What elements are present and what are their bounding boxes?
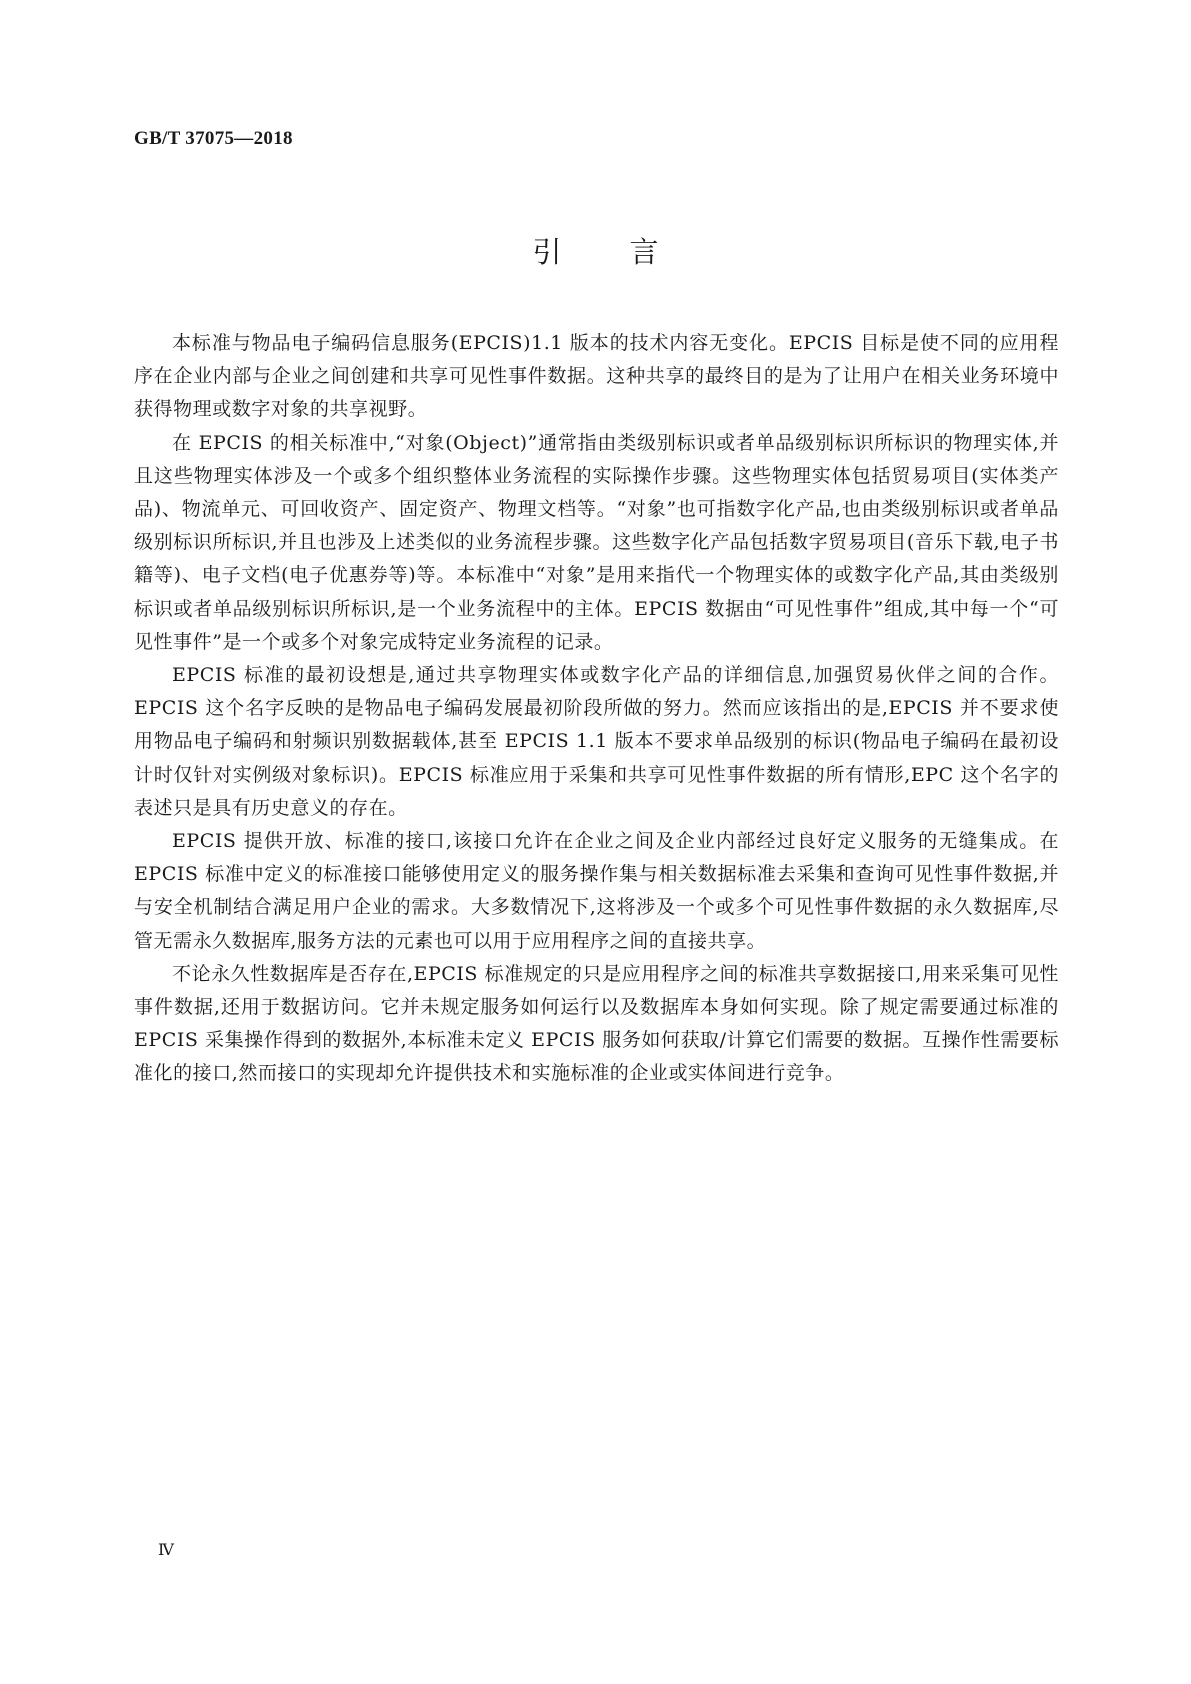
paragraph: 在 EPCIS 的相关标准中,“对象(Object)”通常指由类级别标识或者单品级别标识所标识的物理实体,并且这些物理实体涉及一个或多个组织整体业务流程的实际操作步骤。这些物理实体包括贸易项目(实体类产品)、物流单元、可回收资产、固定资产、物理文档等。“对象”也可指数字化产品,也由类级别标识或者单品级别标识所标识,并且也涉及上述类似的业务流程步骤。这些数字化产品包括数字贸易项目(音乐下载,电子书籍等)、电子文档(电子优惠券等)等。本标准中“对象”是用来指代一个物理实体的或数字化产品,其由类级别标识或者单品级别标识所标识,是一个业务流程中的主体。EPCIS 数据由“可见性事件”组成,其中每一个“可见性事件”是一个或多个对象完成特定业务流程的记录。 [134,431,1059,653]
page-title: 引言 [532,235,727,269]
standard-number: GB/T 37075—2018 [134,128,293,149]
page-number: Ⅳ [158,1542,174,1559]
paragraph: 不论永久性数据库是否存在,EPCIS 标准规定的只是应用程序之间的标准共享数据接口,用来采集可见性事件数据,还用于数据访问。它并未规定服务如何运行以及数据库本身如何实现。除了规定需要通过标准的 EPCIS 采集操作得到的数据外,本标准未定义 EPCIS 服务如何获取/计算它们需要的数据。互操作性需要标准化的接口,然而接口的实现却允许提供技术和实施标准的企业或实体间进行竞争。 [134,962,1059,1085]
paragraph: EPCIS 提供开放、标准的接口,该接口允许在企业之间及企业内部经过良好定义服务的无缝集成。在 EPCIS 标准中定义的标准接口能够使用定义的服务操作集与相关数据标准去采集和查询可见性事件数据,并与安全机制结合满足用户企业的需求。大多数情况下,这将涉及一个或多个可见性事件数据的永久数据库,尽管无需永久数据库,服务方法的元素也可以用于应用程序之间的直接共享。 [134,830,1059,952]
paragraph: EPCIS 标准的最初设想是,通过共享物理实体或数字化产品的详细信息,加强贸易伙伴之间的合作。EPCIS 这个名字反映的是物品电子编码发展最初阶段所做的努力。然而应该指出的是,EPCIS 并不要求使用物品电子编码和射频识别数据载体,甚至 EPCIS 1.1 版本不要求单品级别的标识(物品电子编码在最初设计时仅针对实例级对象标识)。EPCIS 标准应用于采集和共享可见性事件数据的所有情形,EPC 这个名字的表述只是具有历史意义的存在。 [134,664,1059,819]
paragraph: 本标准与物品电子编码信息服务(EPCIS)1.1 版本的技术内容无变化。EPCIS 目标是使不同的应用程序在企业内部与企业之间创建和共享可见性事件数据。这种共享的最终目的是为了让用户在相关业务环境中获得物理或数字对象的共享视野。 [134,332,1059,421]
body-text [134,327,1059,1091]
